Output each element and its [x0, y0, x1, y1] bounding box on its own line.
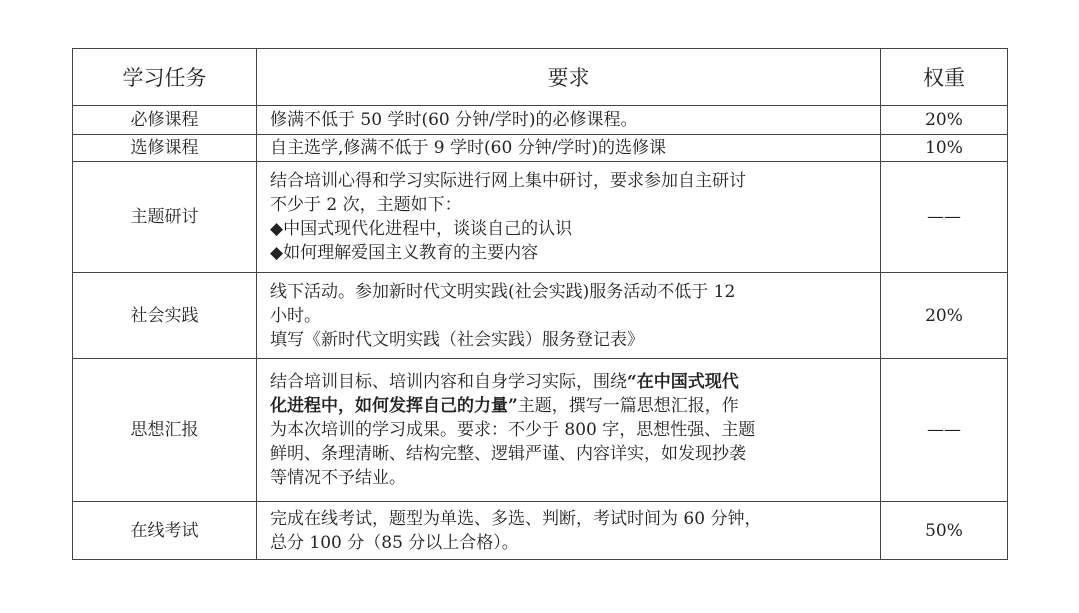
requirement-line: 不少于 2 次，主题如下：: [270, 195, 462, 215]
requirement-line: 修满不低于 50 学时(60 分钟/学时)的必修课程。: [270, 110, 638, 130]
weight-cell: 20%: [881, 106, 1008, 135]
requirement-line: 线下活动。参加新时代文明实践(社会实践)服务活动不低于 12: [270, 281, 736, 302]
task-cell: 思想汇报: [73, 359, 257, 502]
task-cell: 社会实践: [73, 273, 257, 359]
emphasized-topic: “在中国式现代: [627, 372, 739, 392]
task-cell: 主题研讨: [73, 162, 257, 273]
weight-cell: ——: [881, 359, 1008, 502]
table-row: [73, 502, 1008, 560]
requirement-cell: [257, 273, 881, 359]
requirement-line: 填写《新时代文明实践（社会实践）服务登记表》: [270, 329, 644, 350]
header-task: 学习任务: [73, 49, 257, 106]
requirement-line: 小时。: [270, 305, 321, 326]
table-row: [73, 162, 1008, 273]
task-cell: 选修课程: [73, 135, 257, 162]
weight-cell: 50%: [881, 502, 1008, 560]
emphasized-topic: 化进程中，如何发挥自己的力量”: [270, 396, 518, 416]
requirement-cell: [257, 359, 881, 502]
requirement-line: 结合培训心得和学习实际进行网上集中研讨，要求参加自主研讨: [270, 171, 746, 191]
weight-cell: ——: [881, 162, 1008, 273]
table-row: [73, 359, 1008, 502]
requirement-line: 完成在线考试，题型为单选、多选、判断，考试时间为 60 分钟，: [270, 508, 762, 529]
requirement-line: [270, 370, 872, 394]
requirement-line: [270, 394, 872, 418]
requirement-cell: [257, 106, 881, 135]
requirement-text: 主题，撰写一篇思想汇报，作: [517, 396, 739, 416]
requirement-cell: [257, 162, 881, 273]
header-weight: 权重: [881, 49, 1008, 106]
task-cell: 在线考试: [73, 502, 257, 560]
weight-cell: 20%: [881, 273, 1008, 359]
requirement-line: 等情况不予结业。: [270, 468, 406, 488]
requirement-line: 总分 100 分（85 分以上合格）。: [270, 532, 519, 553]
requirement-text: 结合培训目标、培训内容和自身学习实际，围绕: [270, 372, 627, 392]
requirement-cell: [257, 502, 881, 560]
requirement-cell: [257, 135, 881, 162]
weight-cell: 10%: [881, 135, 1008, 162]
training-requirements-table: [72, 48, 1008, 560]
requirement-line: 鲜明、条理清晰、结构完整、逻辑严谨、内容详实，如发现抄袭: [270, 444, 746, 464]
bullet-item: ◆中国式现代化进程中，谈谈自己的认识: [270, 219, 573, 239]
table-row: [73, 106, 1008, 135]
table-header-row: [73, 49, 1008, 106]
table-row: [73, 273, 1008, 359]
header-requirement: 要求: [257, 49, 881, 106]
table-row: [73, 135, 1008, 162]
requirement-line: 为本次培训的学习成果。要求：不少于 800 字，思想性强、主题: [270, 420, 756, 440]
requirement-line: 自主选学,修满不低于 9 学时(60 分钟/学时)的选修课: [270, 138, 667, 158]
task-cell: 必修课程: [73, 106, 257, 135]
bullet-item: ◆如何理解爱国主义教育的主要内容: [270, 243, 539, 263]
